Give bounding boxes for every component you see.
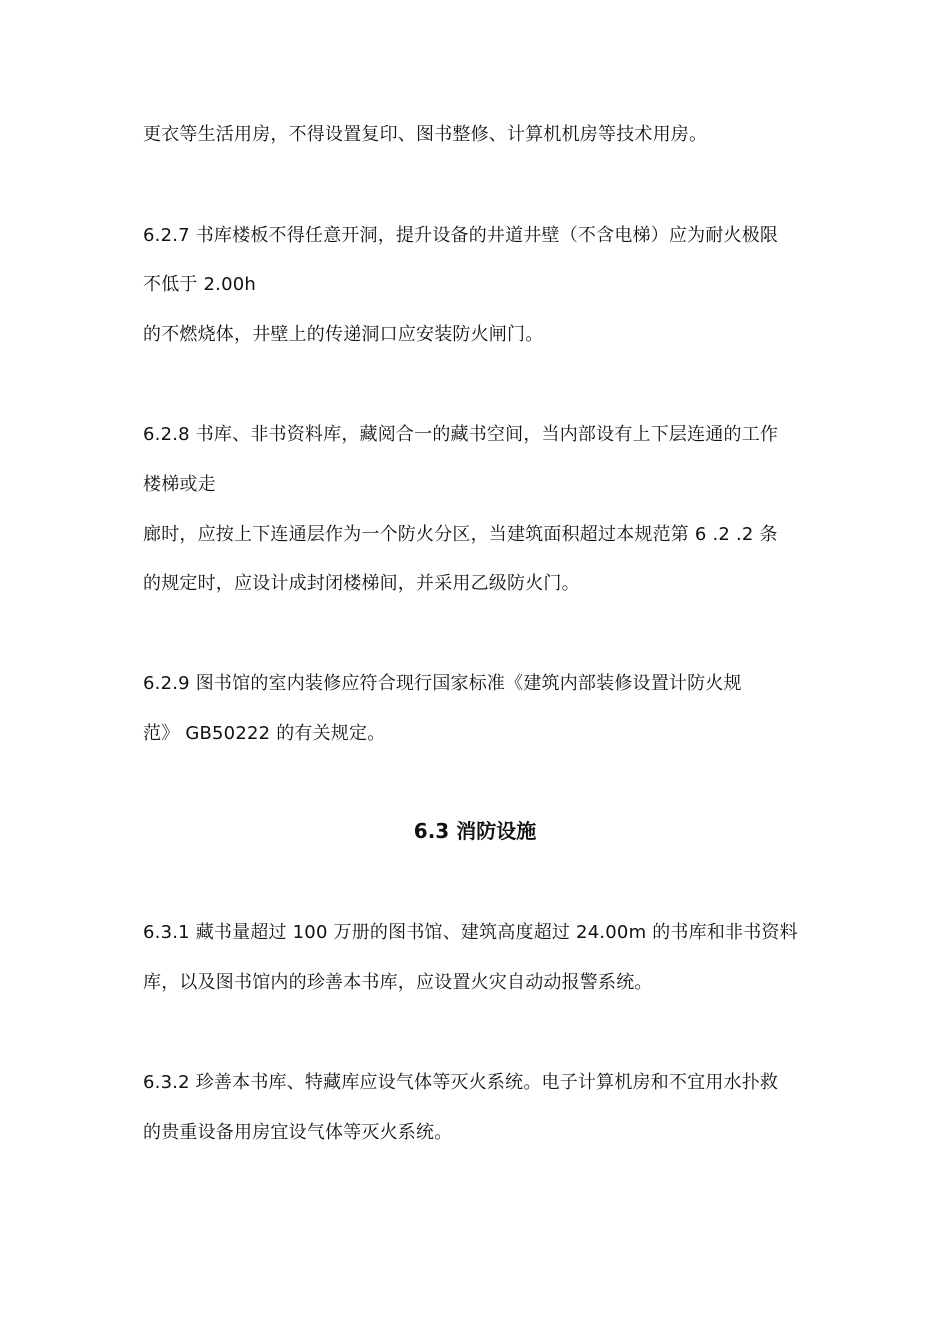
text-line: 6.2.9 图书馆的室内装修应符合现行国家标准《建筑内部装修设置计防火规 <box>143 673 742 694</box>
text-line: 楼梯或走 <box>143 474 216 495</box>
text-line: 的规定时，应设计成封闭楼梯间，并采用乙级防火门。 <box>143 573 580 594</box>
text-line: 不低于 2.00h <box>143 274 257 295</box>
text-line: 更衣等生活用房，不得设置复印、图书整修、计算机机房等技术用房。 <box>143 124 708 145</box>
text-line: 6.2.7 书库楼板不得任意开洞，提升设备的井道井壁（不含电梯）应为耐火极限 <box>143 225 779 246</box>
text-line: 的贵重设备用房宜设气体等灭火系统。 <box>143 1122 453 1143</box>
text-line: 6.3.1 藏书量超过 100 万册的图书馆、建筑高度超过 24.00m 的书库和非书资料 <box>143 922 798 943</box>
text-line: 6.2.8 书库、非书资料库，藏阅合一的藏书空间，当内部设有上下层连通的工作 <box>143 424 779 445</box>
text-line: 6.3.2 珍善本书库、特藏库应设气体等灭火系统。电子计算机房和不宜用水扑救 <box>143 1072 779 1093</box>
text-line: 的不燃烧体，井壁上的传递洞口应安装防火闸门。 <box>143 324 544 345</box>
text-line: 廊时，应按上下连通层作为一个防火分区，当建筑面积超过本规范第 6 .2 .2 条 <box>143 524 778 545</box>
text-line: 范》 GB50222 的有关规定。 <box>143 723 386 744</box>
section-heading: 6.3 消防设施 <box>413 819 537 843</box>
text-line: 库，以及图书馆内的珍善本书库，应设置火灾自动动报警系统。 <box>143 972 653 993</box>
